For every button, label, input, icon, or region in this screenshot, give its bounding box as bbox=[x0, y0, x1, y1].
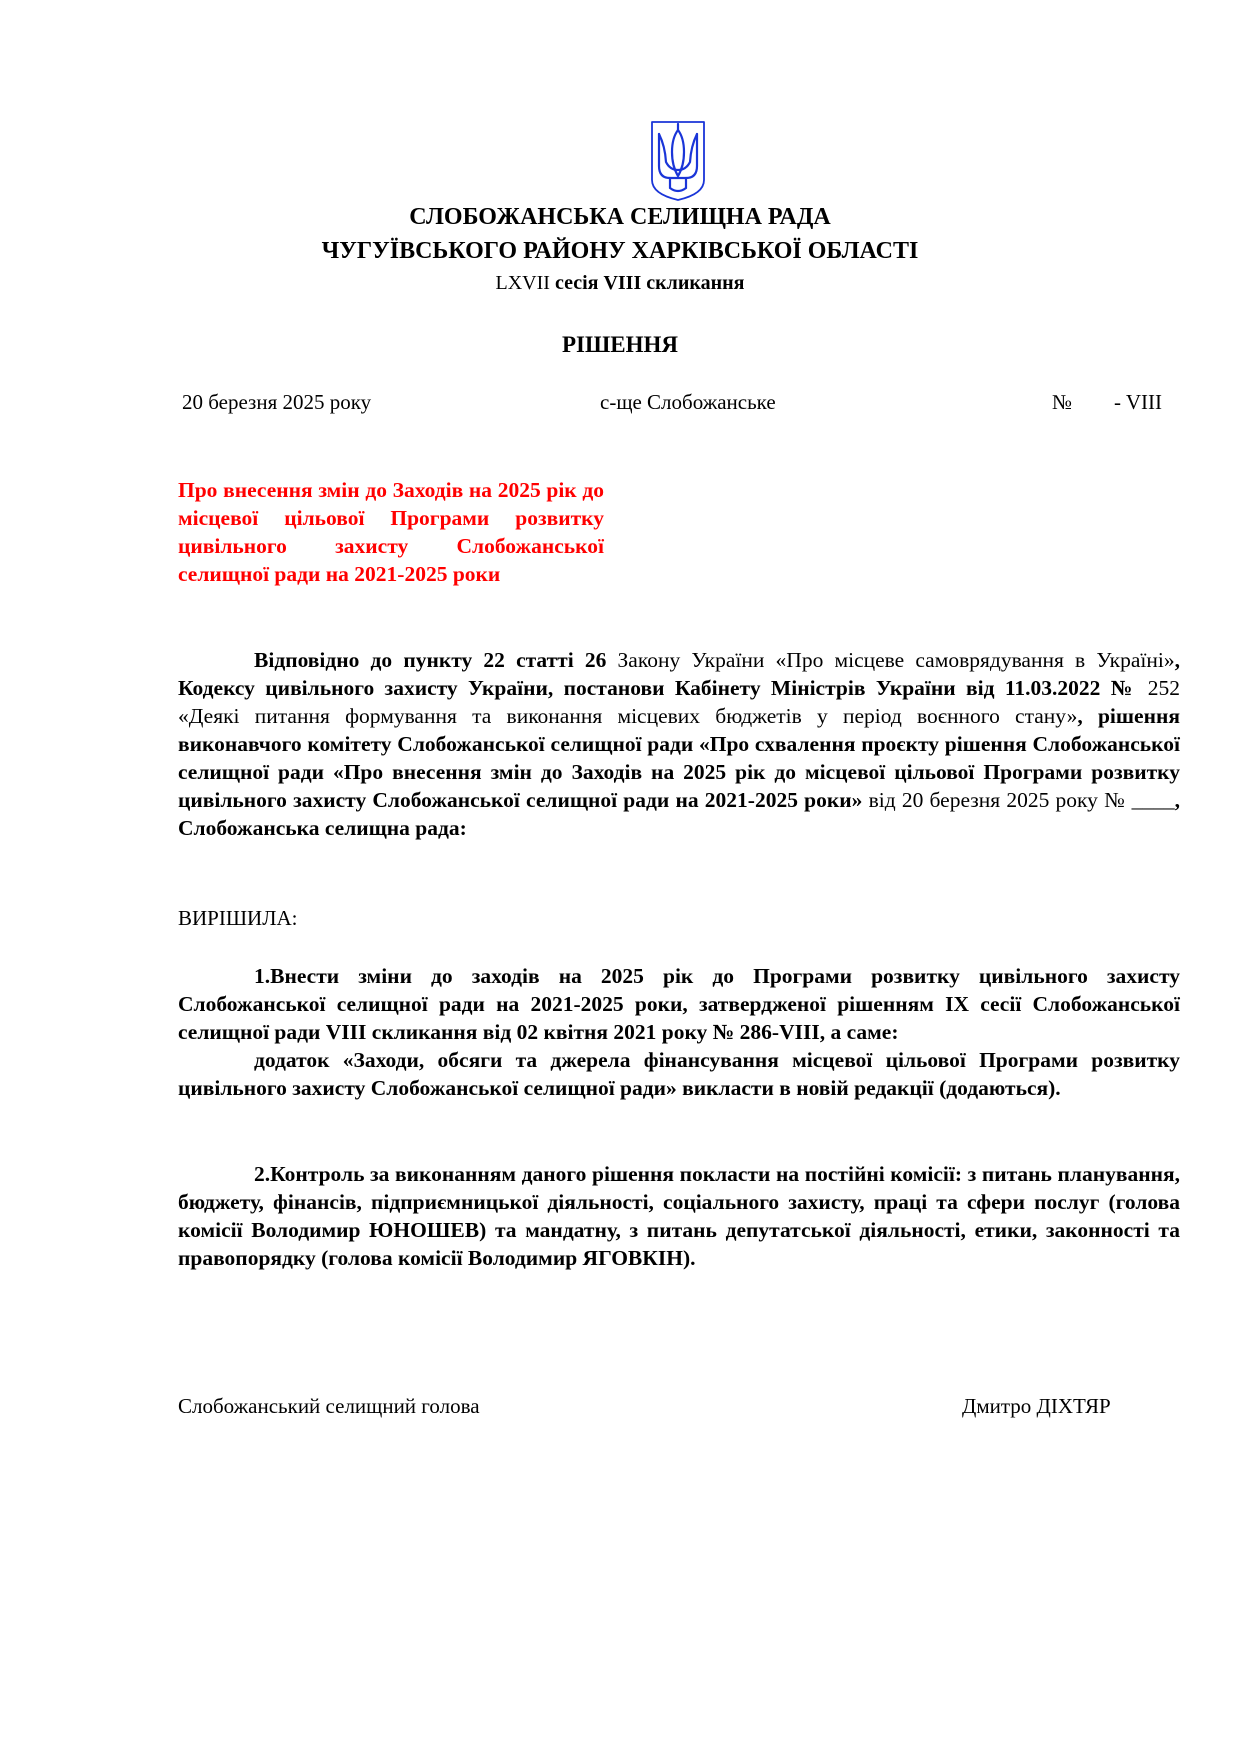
decision-date: 20 березня 2025 року bbox=[182, 390, 372, 414]
ukraine-trident-icon bbox=[648, 118, 708, 202]
preamble-s1: Відповідно до пункту 22 статті 26 bbox=[254, 648, 607, 672]
session-rest: сесія VIII скликання bbox=[549, 272, 745, 294]
decision-place: с-ще Слобожанське bbox=[600, 390, 776, 414]
preamble-s4: , постанови Кабінету Міністрів України від 11.03.2022 № bbox=[547, 676, 1148, 700]
preamble-s3: , Кодексу цивільного захисту України bbox=[178, 648, 1180, 700]
preamble-s6: , рішення виконавчого комітету Слобожанської селищної ради «Про схвалення проєкту рішення Слобожанської селищної ради «Про внесення змін до Заходів на 2025 рік до місцевої цільової Програми розвитку цивільного захисту Слобожанської селищної ради на 2021-2025 роки» bbox=[178, 704, 1180, 812]
resolved-label: ВИРІШИЛА: bbox=[178, 906, 298, 930]
number-suffix: - VIII bbox=[1114, 390, 1163, 414]
preamble-s5: 252 «Деякі питання формування та виконання місцевих бюджетів у період воєнного стану» bbox=[178, 676, 1180, 728]
decision-title: Про внесення змін до Заходів на 2025 рік до місцевої цільової Програми розвитку цивільного захисту Слобожанської селищної ради на 2021-2025 роки bbox=[178, 478, 604, 586]
signature-position: Слобожанський селищний голова bbox=[178, 1394, 480, 1418]
preamble-s7: від 20 березня 2025 року № ____ bbox=[862, 788, 1175, 812]
session-roman: LXVII bbox=[495, 272, 550, 294]
number-symbol: № bbox=[1052, 390, 1073, 414]
item-2 bbox=[178, 1160, 1180, 1272]
item-1-text: 1.Внести зміни до заходів на 2025 рік до Програми розвитку цивільного захисту Слобожанської селищної ради на 2021-2025 роки, затвердженої рішенням IX сесії Слобожанської селищної ради VIII скликання від 02 квітня 2021 року № 286-VIII, а саме: bbox=[178, 964, 1180, 1044]
preamble-s8: , Слобожанська селищна рада: bbox=[178, 788, 1180, 840]
preamble bbox=[178, 646, 1180, 842]
session-line bbox=[0, 272, 1240, 295]
item-2-text: 2.Контроль за виконанням даного рішення покласти на постійні комісії: з питань планування, бюджету, фінансів, підприємницької діяльності, соціального захисту, праці та сфери послуг (голова комісії Володимир ЮНОШЕВ) та мандатну, з питань депутатської діяльності, етики, законності та правопорядку (голова комісії Володимир ЯГОВКІН). bbox=[178, 1162, 1180, 1270]
doc-type: РІШЕННЯ bbox=[562, 332, 678, 357]
item-1 bbox=[178, 962, 1180, 1102]
preamble-s2: Закону України «Про місцеве самоврядування в Україні» bbox=[606, 648, 1175, 672]
item-1-annex: додаток «Заходи, обсяги та джерела фінансування місцевої цільової Програми розвитку цивільного захисту Слобожанської селищної ради» викласти в новій редакції (додаються). bbox=[178, 1048, 1180, 1100]
signature-name: Дмитро ДІХТЯР bbox=[962, 1394, 1111, 1418]
district-name: ЧУГУЇВСЬКОГО РАЙОНУ ХАРКІВСЬКОЇ ОБЛАСТІ bbox=[321, 238, 919, 264]
council-name: СЛОБОЖАНСЬКА СЕЛИЩНА РАДА bbox=[409, 204, 831, 230]
